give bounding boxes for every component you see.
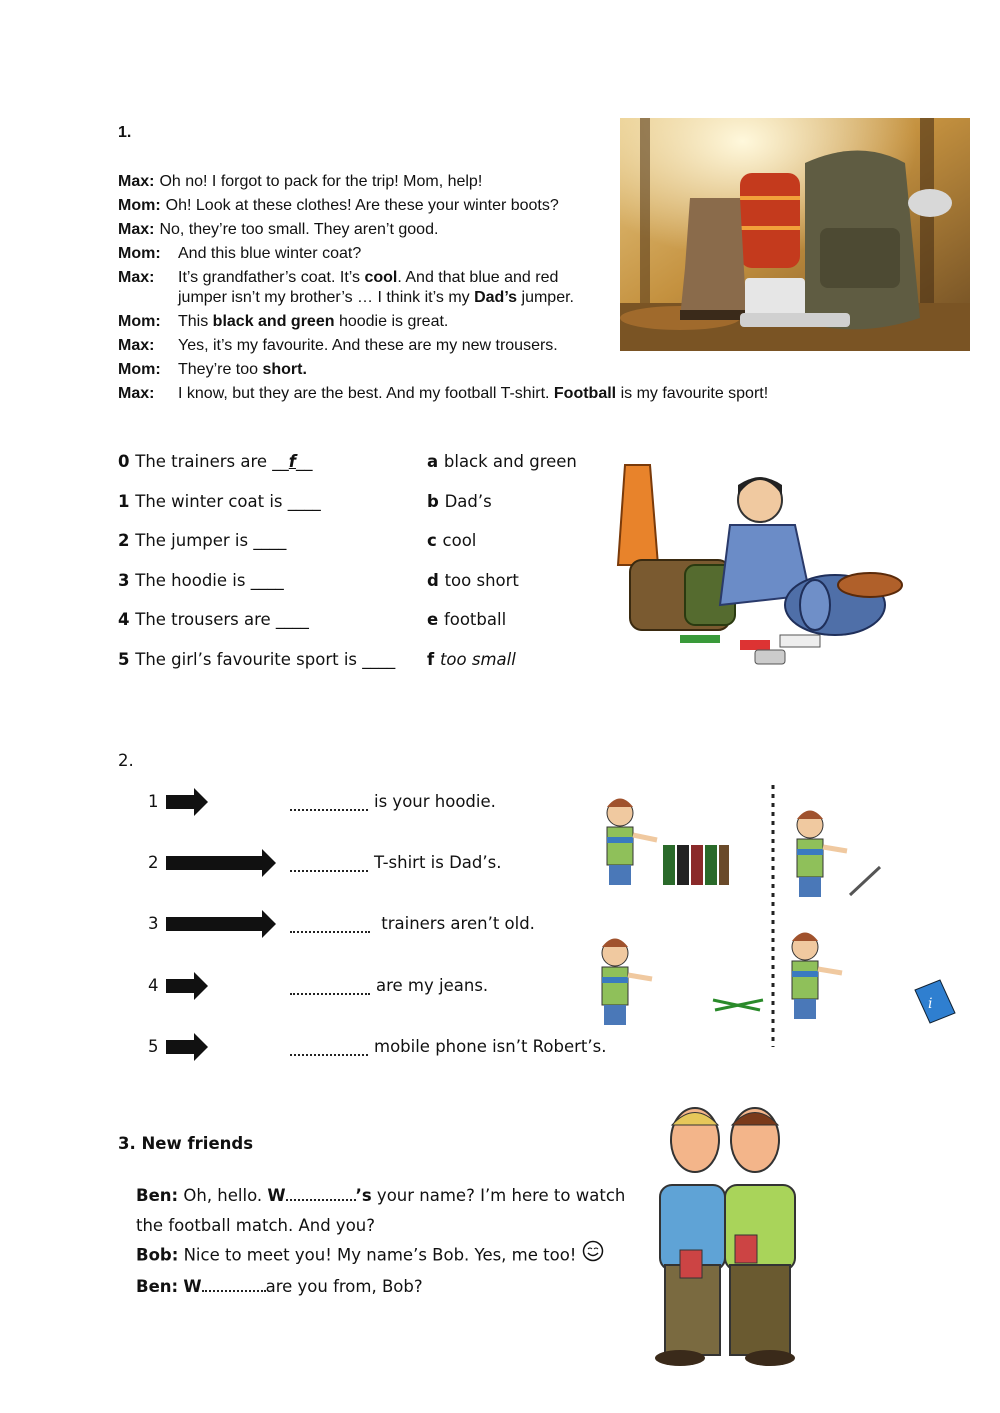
option-letter: a — [427, 452, 444, 471]
new-friends-dialogue — [136, 1181, 636, 1301]
section-2-number: 2. — [118, 751, 134, 770]
question-number: 2 — [118, 531, 136, 551]
answer-blank[interactable] — [290, 977, 370, 995]
speaker-label: Max: — [118, 385, 155, 402]
speaker-label: Max: — [118, 269, 155, 286]
speaker-label: Mom: — [118, 313, 161, 330]
question-text[interactable]: The trainers are __ — [135, 452, 289, 471]
short-arrow-icon — [166, 787, 208, 817]
line-text: your name? I’m here to watch — [371, 1186, 626, 1205]
row-number: 2 — [148, 853, 159, 872]
section-3-title: 3. New friends — [118, 1134, 254, 1153]
question-row — [118, 610, 309, 629]
row-number: 4 — [148, 976, 159, 995]
row-text: is your hoodie. — [374, 792, 496, 811]
speaker-label: Mom: — [118, 361, 161, 378]
answer-blank[interactable] — [286, 1183, 356, 1201]
option-row — [427, 492, 492, 511]
option-row — [427, 531, 476, 550]
question-text[interactable]: The hoodie is ____ — [135, 570, 284, 590]
answer-blank[interactable] — [290, 1038, 368, 1056]
long-arrow-icon — [166, 848, 276, 878]
question-text[interactable]: The jumper is ____ — [135, 531, 287, 551]
line-text: I know, but they are the best. And my football T-shirt. — [178, 385, 554, 402]
speaker-bob: Bob: — [136, 1245, 179, 1265]
option-row — [427, 650, 516, 669]
speaker-ben: Ben: — [136, 1186, 179, 1205]
line-text: They’re too — [178, 361, 263, 378]
line-text: And this blue winter coat? — [178, 245, 362, 262]
option-letter: f — [427, 650, 440, 669]
line-text: jumper isn’t my brother’s … I think it’s my — [178, 289, 475, 306]
dialogue-line — [118, 312, 448, 332]
bold-text: Football — [553, 385, 617, 402]
option-text: Dad’s — [444, 491, 492, 511]
option-text: football — [443, 610, 507, 630]
answer-blank[interactable] — [202, 1274, 266, 1292]
question-text[interactable]: The trousers are ____ — [135, 610, 309, 630]
row-number: 3 — [148, 914, 159, 933]
option-text: too short — [444, 570, 519, 590]
row-text: mobile phone isn’t Robert’s. — [374, 1037, 607, 1056]
speaker-label: Max: — [118, 337, 155, 354]
row-number: 1 — [148, 792, 159, 811]
blank-tail: __ — [295, 452, 313, 471]
dialogue-line — [118, 172, 482, 192]
dialogue-line — [118, 288, 574, 308]
question-text[interactable]: The girl’s favourite sport is ____ — [135, 650, 396, 669]
camping-gear-photo — [620, 118, 970, 351]
apostrophe-s: ’s — [355, 1186, 372, 1205]
line-text: are you from, Bob? — [265, 1276, 423, 1296]
question-number: 0 — [118, 452, 136, 471]
line-text: Oh no! I forgot to pack for the trip! Mom, help! — [159, 173, 483, 190]
short-arrow-icon — [166, 1032, 208, 1062]
line-text: is my favourite sport! — [616, 385, 769, 402]
option-letter: b — [427, 491, 445, 511]
question-number: 4 — [118, 610, 136, 630]
option-row — [427, 571, 519, 590]
bold-text: Dad’s — [474, 289, 518, 306]
dialogue-line-1 — [136, 1181, 636, 1211]
smiley-icon — [582, 1240, 604, 1272]
dialogue-line — [118, 384, 768, 404]
short-arrow-icon — [166, 971, 208, 1001]
row-text: trainers aren’t old. — [376, 914, 535, 933]
bold-text: cool — [364, 269, 398, 286]
dialogue-line — [118, 244, 361, 264]
question-number: 3 — [118, 570, 136, 590]
w-letter: W — [183, 1276, 202, 1296]
option-letter: d — [427, 570, 445, 590]
speaker-label: Max: — [118, 173, 155, 190]
speaker-ben: Ben: — [136, 1276, 179, 1296]
boy-packing-illustration — [610, 455, 910, 670]
bold-text: short. — [262, 361, 307, 378]
question-row — [118, 571, 284, 590]
line-text: Oh, hello. — [183, 1186, 268, 1205]
dialogue-line — [118, 220, 438, 240]
dialogue-line-2: the football match. And you? — [136, 1215, 376, 1235]
question-number: 5 — [118, 650, 136, 669]
question-row — [118, 492, 321, 511]
question-number: 1 — [118, 491, 136, 511]
section-1-number: 1. — [118, 124, 132, 141]
line-text: This — [178, 313, 213, 330]
long-arrow-icon — [166, 909, 276, 939]
option-text: black and green — [443, 452, 577, 471]
line-text: No, they’re too small. They aren’t good. — [159, 221, 439, 238]
line-text: . And that blue and red — [397, 269, 559, 286]
bold-text: black and green — [212, 313, 335, 330]
row-text: are my jeans. — [376, 976, 489, 995]
two-friends-illustration — [640, 1100, 810, 1368]
question-row — [118, 531, 286, 550]
answer-blank[interactable] — [290, 793, 368, 811]
dialogue-line — [118, 268, 558, 288]
option-letter: e — [427, 610, 444, 630]
row-text: T-shirt is Dad’s. — [374, 853, 502, 872]
dialogue-line-3 — [136, 1240, 636, 1272]
option-text: too small — [439, 650, 516, 669]
question-row — [118, 650, 395, 669]
option-text: cool — [442, 531, 477, 551]
option-letter: c — [427, 531, 443, 551]
speaker-label: Mom: — [118, 197, 161, 214]
row-number: 5 — [148, 1037, 159, 1056]
line-text: Oh! Look at these clothes! Are these your winter boots? — [165, 197, 559, 214]
line-text: It’s grandfather’s coat. It’s — [178, 269, 365, 286]
line-text: Yes, it’s my favourite. And these are my new trousers. — [178, 337, 558, 354]
line-text: jumper. — [517, 289, 574, 306]
question-row — [118, 452, 312, 471]
svg-text:i: i — [928, 996, 933, 1012]
dialogue-line — [118, 196, 559, 216]
question-text[interactable]: The winter coat is ____ — [135, 491, 321, 511]
dialogue-line-4 — [136, 1272, 636, 1302]
dialogue-line — [118, 360, 307, 380]
line-text: hoodie is great. — [334, 313, 449, 330]
pointing-boys-illustration — [595, 785, 995, 1060]
answer-letter: f — [288, 452, 296, 471]
option-row — [427, 610, 506, 629]
dialogue-line — [118, 336, 558, 356]
speaker-label: Mom: — [118, 245, 161, 262]
answer-blank[interactable] — [290, 854, 368, 872]
answer-blank[interactable] — [290, 915, 370, 933]
speaker-label: Max: — [118, 221, 155, 238]
option-row — [427, 452, 577, 471]
w-letter: W — [267, 1186, 286, 1205]
line-text: Nice to meet you! My name’s Bob. Yes, me too! — [183, 1245, 577, 1265]
